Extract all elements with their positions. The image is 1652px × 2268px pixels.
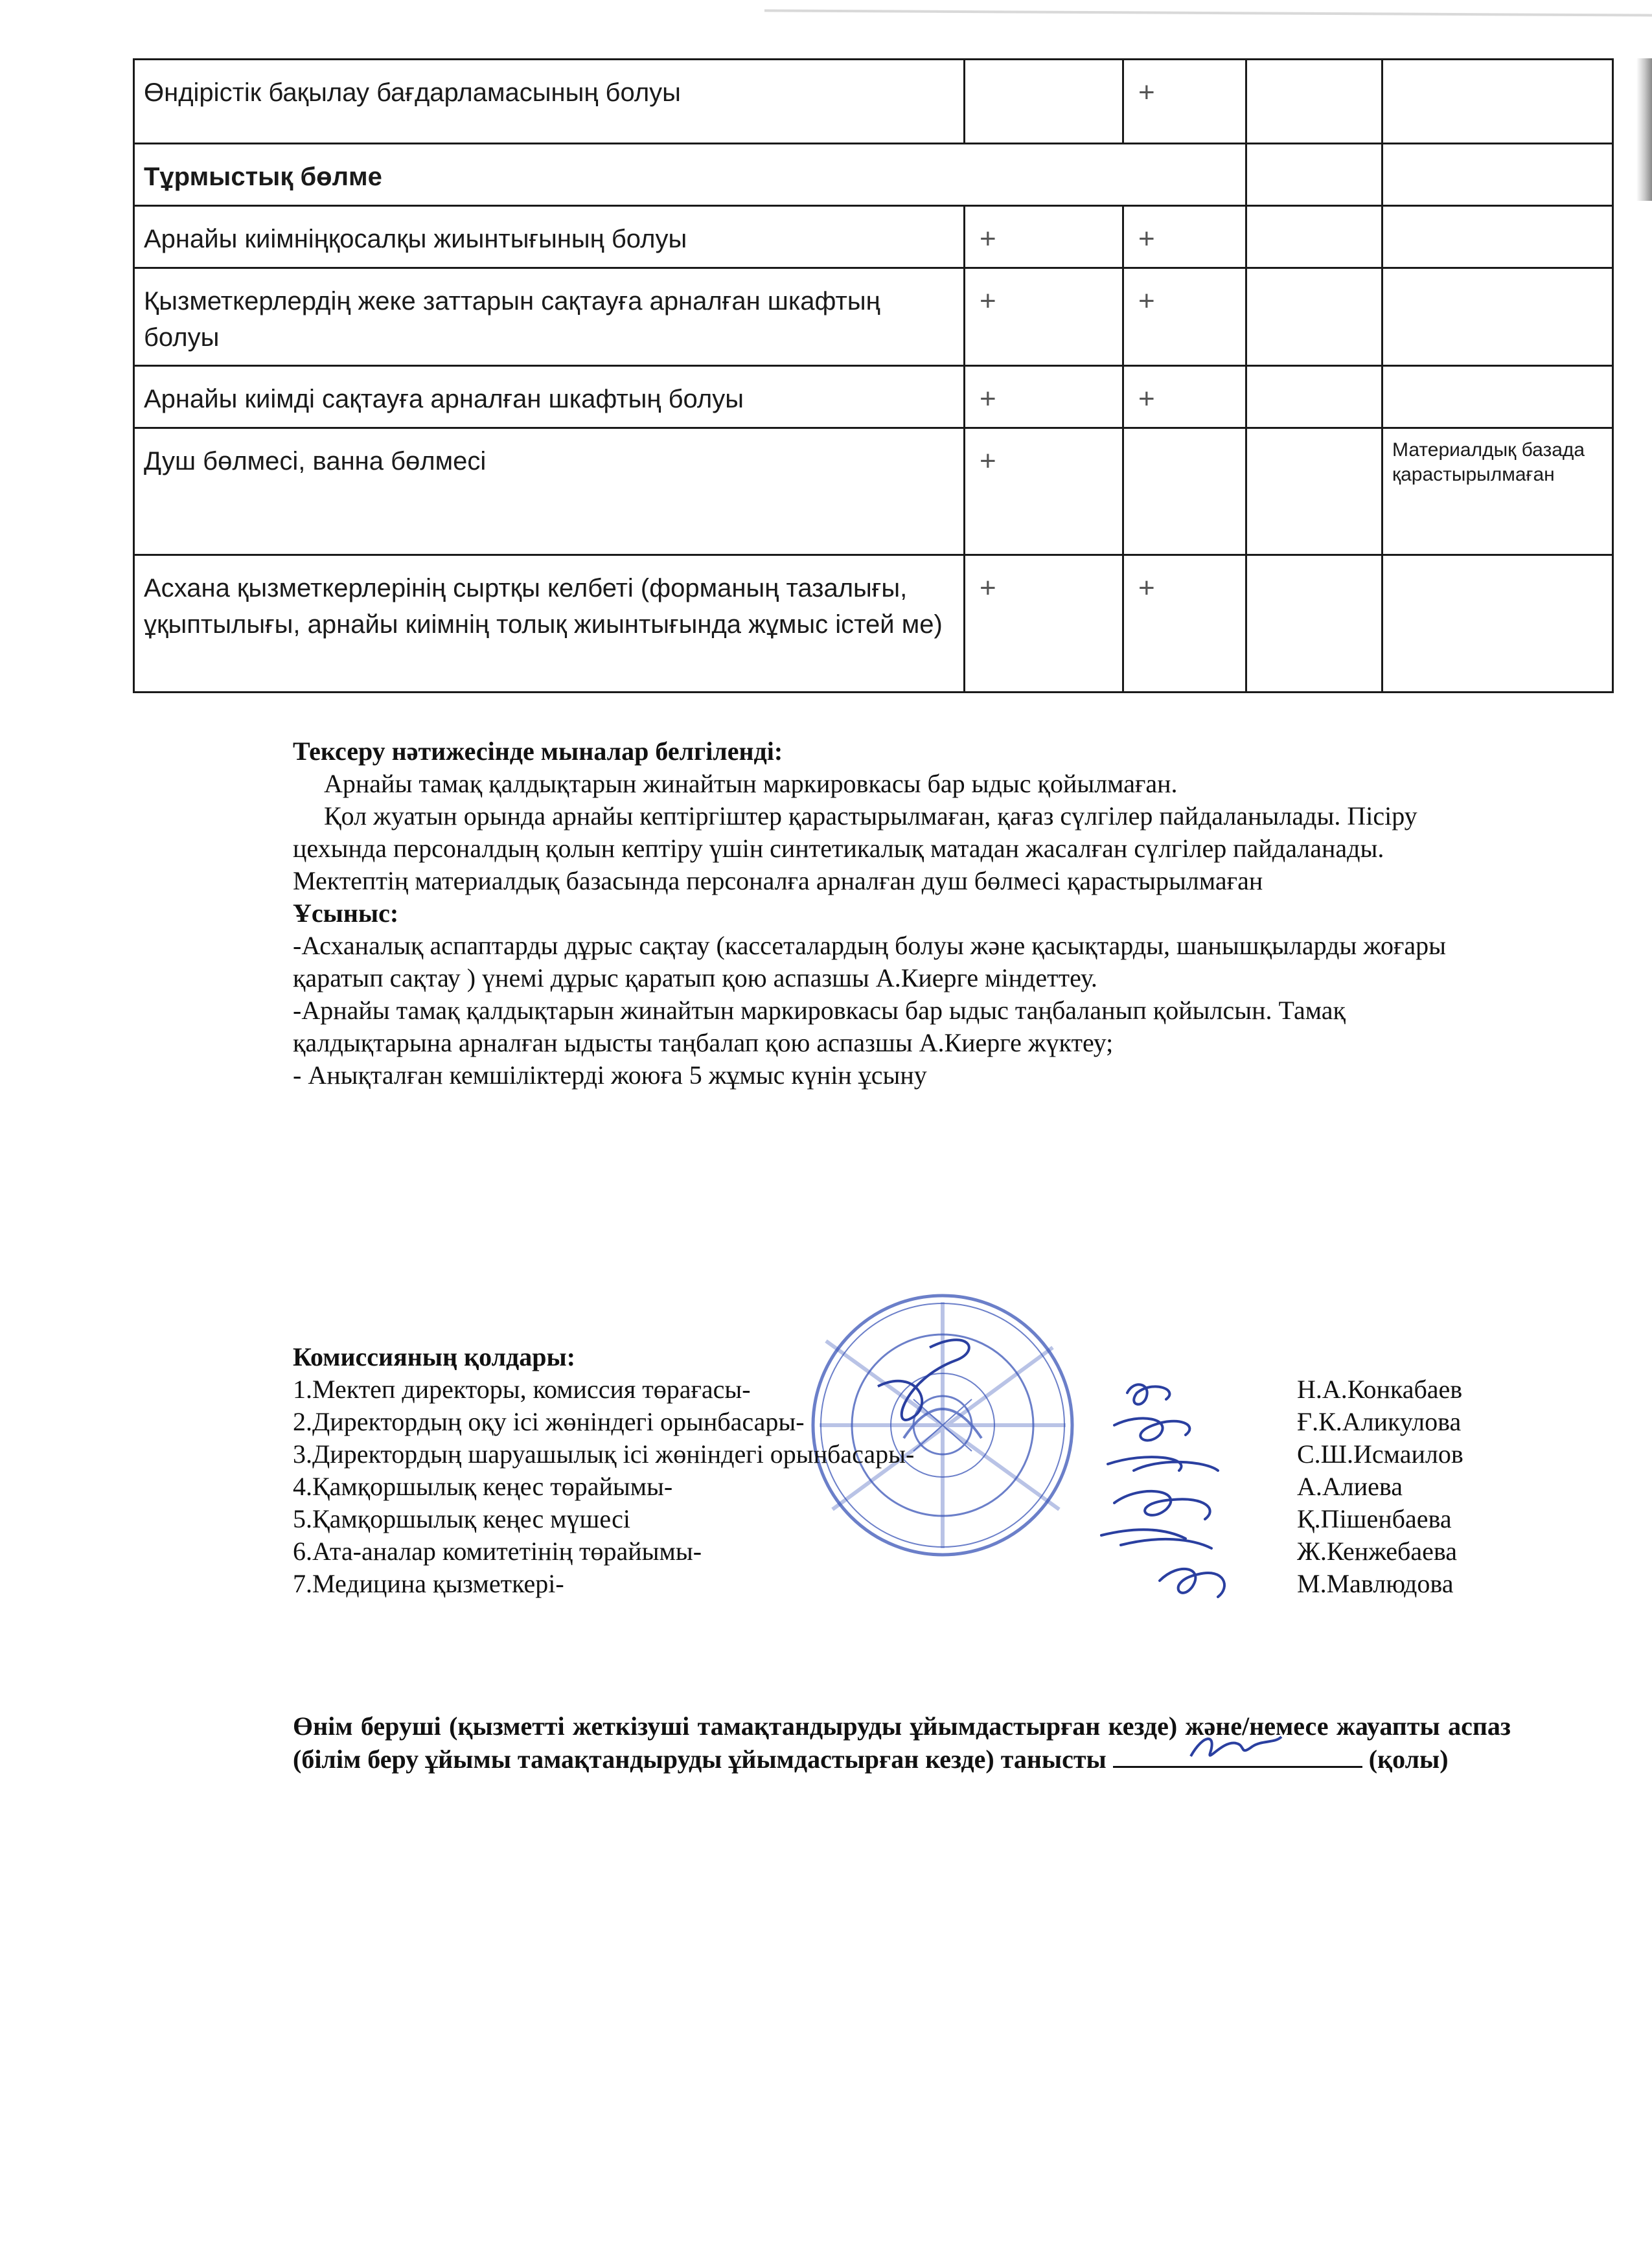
mark-cell bbox=[1246, 428, 1382, 555]
findings-paragraph: Мектептің материалдық базасында персоналға арналған душ бөлмесі қарастырылмаған bbox=[293, 866, 1263, 895]
mark-cell: + bbox=[1123, 206, 1246, 268]
mark-cell: + bbox=[965, 268, 1123, 366]
mark-cell: + bbox=[965, 428, 1123, 555]
signatory-name: М.Мавлюдова bbox=[1297, 1569, 1454, 1598]
note-cell: Материалдық базада қарастырылмаған bbox=[1382, 428, 1613, 555]
signatory-name: А.Алиева bbox=[1297, 1472, 1403, 1501]
acknowledgement-text: Өнім беруші (қызметті жеткізуші тамақтандыруды ұйымдастырған кезде) және/немесе жауапты аспаз (білім беру ұйымы тамақтандыруды ұйымдастырған кезде) танысты bbox=[293, 1712, 1511, 1774]
mark-cell bbox=[1246, 555, 1382, 693]
signatory-role: 7.Медицина қызметкері- bbox=[293, 1569, 564, 1598]
signatory-role: 3.Директордың шаруашылық ісі жөніндегі орынбасары- bbox=[293, 1439, 915, 1469]
row-label: Арнайы киімніңқосалқы жиынтығының болуы bbox=[134, 206, 965, 268]
mark-cell bbox=[1382, 60, 1613, 144]
mark-cell bbox=[1123, 428, 1246, 555]
handwritten-signature bbox=[1184, 1727, 1288, 1766]
signatory-role: 1.Мектеп директоры, комиссия төрағасы- bbox=[293, 1375, 751, 1404]
row-label: Арнайы киімді сақтауға арналған шкафтың болуы bbox=[134, 366, 965, 428]
table-row bbox=[134, 428, 1613, 555]
table-row bbox=[134, 206, 1613, 268]
signatory-name: С.Ш.Исмаилов bbox=[1297, 1439, 1463, 1469]
signatory-name: Ғ.К.Аликулова bbox=[1297, 1407, 1462, 1436]
signature-caption: (қолы) bbox=[1368, 1745, 1449, 1774]
table-row bbox=[134, 60, 1613, 144]
signatory-name: Қ.Пішенбаева bbox=[1297, 1504, 1452, 1533]
section-label: Тұрмыстық бөлме bbox=[134, 144, 1246, 206]
table-section-row bbox=[134, 144, 1613, 206]
table-row bbox=[134, 555, 1613, 693]
row-label: Өндірістік бақылау бағдарламасының болуы bbox=[134, 60, 965, 144]
proposal-paragraph: -Арнайы тамақ қалдықтарын жинайтын маркировкасы бар ыдыс таңбаланып қойылсын. Тамақ қалдықтарына арналған ыдысты таңбалап қою аспазшы А.Киерге жүктеу; bbox=[293, 996, 1346, 1057]
inspection-table bbox=[133, 58, 1614, 693]
signatory-role: 6.Ата-аналар комитетінің төрайымы- bbox=[293, 1537, 702, 1566]
scan-edge bbox=[764, 9, 1652, 16]
mark-cell bbox=[1382, 366, 1613, 428]
signatory-role: 2.Директордың оқу ісі жөніндегі орынбасары- bbox=[293, 1407, 805, 1436]
empty-cell bbox=[1382, 144, 1613, 206]
proposal-paragraph: - Анықталған кемшіліктерді жоюға 5 жұмыс күнін ұсыну bbox=[293, 1060, 927, 1090]
mark-cell bbox=[1246, 268, 1382, 366]
proposal-paragraph: -Асханалық аспаптарды дұрыс сақтау (кассеталардың болуы және қасықтарды, шанышқыларды жоғары қаратып сақтау ) үнемі дұрыс қаратып қою аспазшы А.Киерге міндеттеу. bbox=[293, 931, 1446, 992]
table-row bbox=[134, 268, 1613, 366]
empty-cell bbox=[1246, 144, 1382, 206]
findings-section bbox=[293, 735, 1511, 1092]
mark-cell: + bbox=[1123, 555, 1246, 693]
mark-cell bbox=[1246, 366, 1382, 428]
mark-cell bbox=[1246, 206, 1382, 268]
acknowledgement-section bbox=[293, 1710, 1511, 1776]
mark-cell bbox=[1382, 268, 1613, 366]
table-row bbox=[134, 366, 1613, 428]
mark-cell bbox=[1382, 206, 1613, 268]
mark-cell: + bbox=[965, 555, 1123, 693]
scan-edge-right bbox=[1636, 58, 1652, 201]
signatory-name: Н.А.Конкабаев bbox=[1297, 1375, 1463, 1404]
row-label: Душ бөлмесі, ванна бөлмесі bbox=[134, 428, 965, 555]
signature-line bbox=[1113, 1743, 1362, 1768]
findings-heading: Тексеру нәтижесінде мыналар белгіленді: bbox=[293, 737, 783, 766]
mark-cell: + bbox=[1123, 366, 1246, 428]
mark-cell bbox=[965, 60, 1123, 144]
mark-cell: + bbox=[1123, 268, 1246, 366]
proposal-heading: Ұсыныс: bbox=[293, 899, 399, 928]
mark-cell bbox=[1382, 555, 1613, 693]
mark-cell: + bbox=[965, 206, 1123, 268]
handwritten-signatures bbox=[1088, 1373, 1335, 1645]
mark-cell: + bbox=[965, 366, 1123, 428]
signatory-role: 4.Қамқоршылық кеңес төрайымы- bbox=[293, 1472, 673, 1501]
mark-cell: + bbox=[1123, 60, 1246, 144]
mark-cell bbox=[1246, 60, 1382, 144]
row-label: Асхана қызметкерлерінің сыртқы келбеті (форманың тазалығы, ұқыптылығы, арнайы киімнің толық жиынтығында жұмыс істей ме) bbox=[134, 555, 965, 693]
signatory-role: 5.Қамқоршылық кеңес мүшесі bbox=[293, 1504, 630, 1533]
row-label: Қызметкерлердің жеке заттарын сақтауға арналған шкафтың болуы bbox=[134, 268, 965, 366]
findings-paragraph: Арнайы тамақ қалдықтарын жинайтын маркировкасы бар ыдыс қойылмаған. bbox=[324, 769, 1178, 798]
findings-paragraph: Қол жуатын орында арнайы кептіргіштер қарастырылмаған, қағаз сүлгілер пайдаланылады. Пісіру цехында персоналдың қолын кептіру үшін синтетикалық матадан жасалған сүлгілер пайдаланады. bbox=[293, 801, 1417, 863]
signatures-heading: Комиссияның қолдары: bbox=[293, 1342, 576, 1371]
signatory-name: Ж.Кенжебаева bbox=[1297, 1537, 1457, 1566]
